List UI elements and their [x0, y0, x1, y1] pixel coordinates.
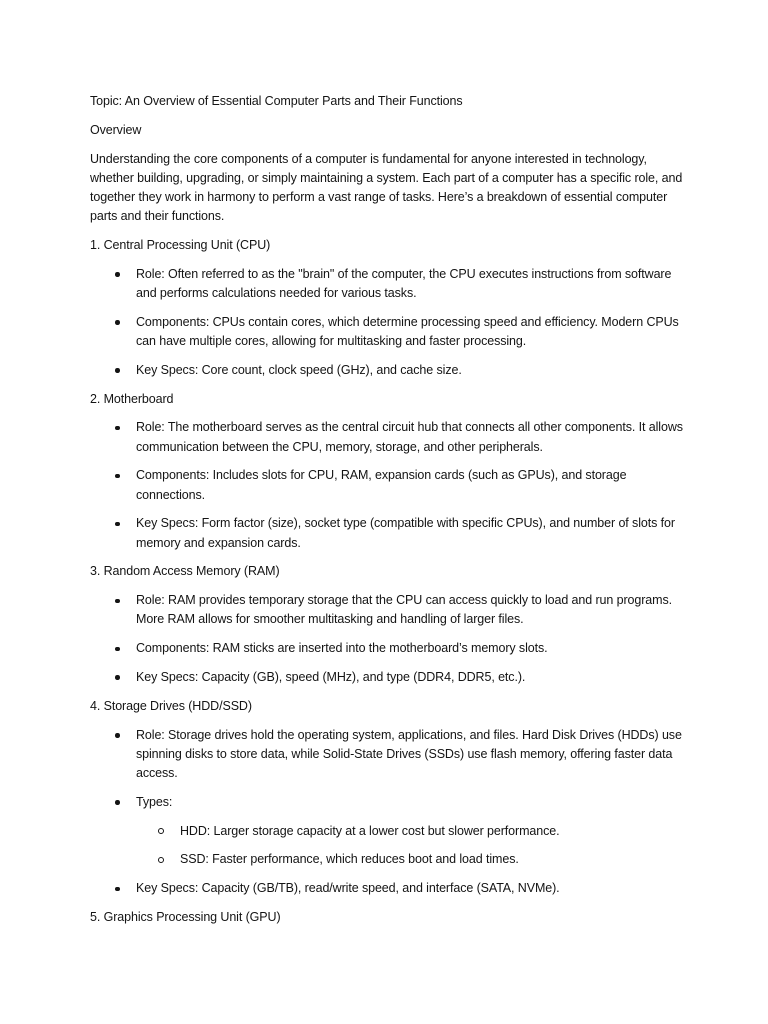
list-item-text: Components: RAM sticks are inserted into the motherboard’s memory slots. [136, 641, 548, 656]
list-item [90, 265, 690, 303]
cpu-bullet-list [90, 265, 690, 380]
section-heading-cpu: 1. Central Processing Unit (CPU) [90, 238, 271, 252]
bullet-icon [115, 320, 120, 325]
sub-list-item-text: HDD: Larger storage capacity at a lower cost but slower performance. [180, 823, 560, 838]
list-item [90, 313, 690, 351]
section-heading-motherboard: 2. Motherboard [90, 391, 174, 406]
circle-bullet-icon [158, 828, 164, 834]
list-item-text: Role: Storage drives hold the operating system, applications, and files. Hard Disk Drives (HDDs) use spinning disks to store data, while Solid-State Drives (SSDs) use flash memory, offering faster data access. [136, 727, 682, 780]
list-item [90, 418, 690, 456]
list-item-text: Components: Includes slots for CPU, RAM, expansion cards (such as GPUs), and storage connections. [136, 468, 627, 502]
document-body [90, 92, 690, 937]
bullet-icon [115, 887, 120, 892]
list-item-text: Components: CPUs contain cores, which determine processing speed and efficiency. Modern CPUs can have multiple cores, allowing for multitasking and faster processing. [136, 314, 679, 348]
list-item [90, 361, 690, 380]
list-item-text: Role: The motherboard serves as the central circuit hub that connects all other components. It allows communication between the CPU, memory, storage, and other peripherals. [136, 420, 683, 454]
list-item [90, 639, 690, 658]
ram-bullet-list [90, 591, 690, 687]
list-item [90, 726, 690, 784]
bullet-icon [115, 675, 120, 680]
list-item-text: Key Specs: Capacity (GB/TB), read/write speed, and interface (SATA, NVMe). [136, 881, 560, 896]
bullet-icon [115, 272, 120, 277]
list-item-text: Role: Often referred to as the "brain" of the computer, the CPU executes instructions from software and performs calculations needed for various tasks. [136, 266, 672, 300]
list-item [90, 591, 690, 629]
bullet-icon [115, 599, 120, 604]
circle-bullet-icon [158, 857, 164, 863]
section-heading-storage: 4. Storage Drives (HDD/SSD) [90, 698, 252, 713]
bullet-icon [115, 733, 120, 738]
list-item-text: Key Specs: Core count, clock speed (GHz), and cache size. [136, 362, 462, 377]
list-item [90, 879, 690, 898]
list-item [90, 514, 690, 552]
bullet-icon [115, 647, 120, 652]
topic-line: Topic: An Overview of Essential Computer Parts and Their Functions [90, 94, 463, 108]
storage-types-list [136, 822, 690, 870]
overview-paragraph: Understanding the core components of a computer is fundamental for anyone interested in technology, whether building, upgrading, or simply maintaining a system. Each part of a computer has a specific role, and together they work in harmony to perform a vast range of tasks. Here’s a breakdown of essential computer parts and their functions. [90, 151, 683, 224]
list-item [90, 793, 690, 870]
sub-list-item-text: SSD: Faster performance, which reduces boot and load times. [180, 852, 519, 867]
bullet-icon [115, 426, 120, 431]
list-item-text: Key Specs: Capacity (GB), speed (MHz), and type (DDR4, DDR5, etc.). [136, 669, 526, 684]
storage-bullet-list [90, 726, 690, 899]
section-heading-ram: 3. Random Access Memory (RAM) [90, 564, 280, 579]
motherboard-bullet-list [90, 418, 690, 552]
list-item-text: Key Specs: Form factor (size), socket type (compatible with specific CPUs), and number of slots for memory and expansion cards. [136, 516, 675, 550]
list-item [90, 466, 690, 504]
bullet-icon [115, 522, 120, 527]
sub-list-item [136, 822, 690, 841]
list-item [90, 668, 690, 687]
types-label: Types: [136, 794, 173, 809]
section-heading-gpu: 5. Graphics Processing Unit (GPU) [90, 909, 281, 924]
overview-heading: Overview [90, 122, 142, 137]
sub-list-item [136, 850, 690, 869]
bullet-icon [115, 800, 120, 805]
list-item-text: Role: RAM provides temporary storage that the CPU can access quickly to load and run programs. More RAM allows for smoother multitasking and handling of larger files. [136, 593, 672, 627]
bullet-icon [115, 368, 120, 373]
bullet-icon [115, 474, 120, 479]
